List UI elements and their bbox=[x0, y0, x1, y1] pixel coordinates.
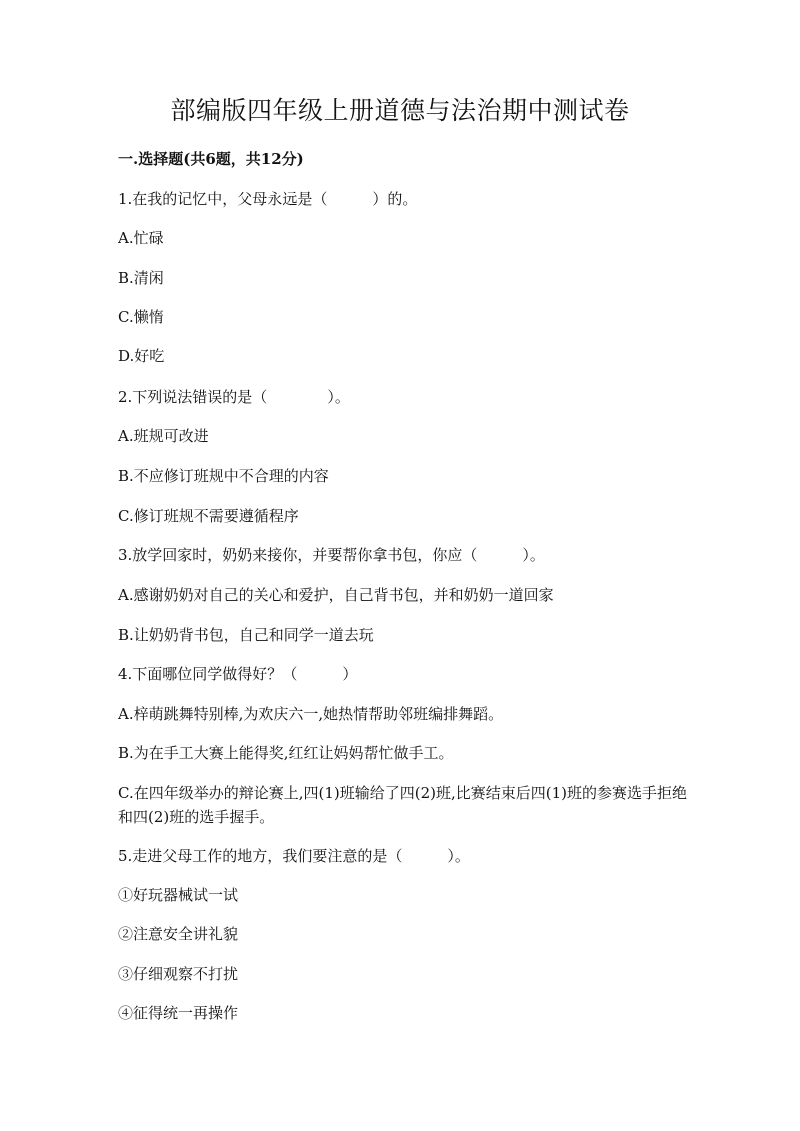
section-heading: 一.选择题(共6题，共12分) bbox=[118, 150, 304, 168]
question-3-option-a: A.感谢奶奶对自己的关心和爱护，自己背书包，并和奶奶一道回家 bbox=[118, 586, 554, 604]
page-title: 部编版四年级上册道德与法治期中测试卷 bbox=[170, 96, 630, 125]
question-5-option-3: ③仔细观察不打扰 bbox=[118, 965, 239, 983]
question-1-option-b: B.清闲 bbox=[118, 269, 164, 287]
question-4-option-b: B.为在手工大赛上能得奖,红红让妈妈帮忙做手工。 bbox=[118, 744, 454, 762]
question-5-option-1: ①好玩器械试一试 bbox=[118, 886, 239, 904]
question-3-option-b: B.让奶奶背书包，自己和同学一道去玩 bbox=[118, 626, 374, 644]
question-5-option-4: ④征得统一再操作 bbox=[118, 1004, 239, 1022]
question-1-option-c: C.懒惰 bbox=[118, 308, 164, 326]
question-1-option-a: A.忙碌 bbox=[118, 229, 164, 247]
question-3-stem: 3.放学回家时，奶奶来接你，并要帮你拿书包，你应（ ）。 bbox=[118, 546, 545, 564]
question-4-stem: 4.下面哪位同学做得好？（ ） bbox=[118, 665, 358, 683]
question-2-option-c: C.修订班规不需要遵循程序 bbox=[118, 507, 299, 525]
question-4-option-a: A.梓萌跳舞特别棒,为欢庆六一,她热情帮助邻班编排舞蹈。 bbox=[118, 705, 504, 723]
question-2-option-a: A.班规可改进 bbox=[118, 427, 209, 445]
question-1-option-d: D.好吃 bbox=[118, 347, 165, 365]
question-4-option-c: C.在四年级举办的辩论赛上,四(1)班输给了四(2)班,比赛结束后四(1)班的参赛选手拒绝和四(2)班的选手握手。 bbox=[118, 784, 687, 826]
question-2-option-b: B.不应修订班规中不合理的内容 bbox=[118, 467, 329, 485]
question-5-option-2: ②注意安全讲礼貌 bbox=[118, 925, 239, 943]
question-2-stem: 2.下列说法错误的是（ ）。 bbox=[118, 388, 350, 406]
question-5-stem: 5.走进父母工作的地方，我们要注意的是（ ）。 bbox=[118, 847, 470, 865]
question-1-stem: 1.在我的记忆中，父母永远是（ ）的。 bbox=[118, 190, 418, 208]
